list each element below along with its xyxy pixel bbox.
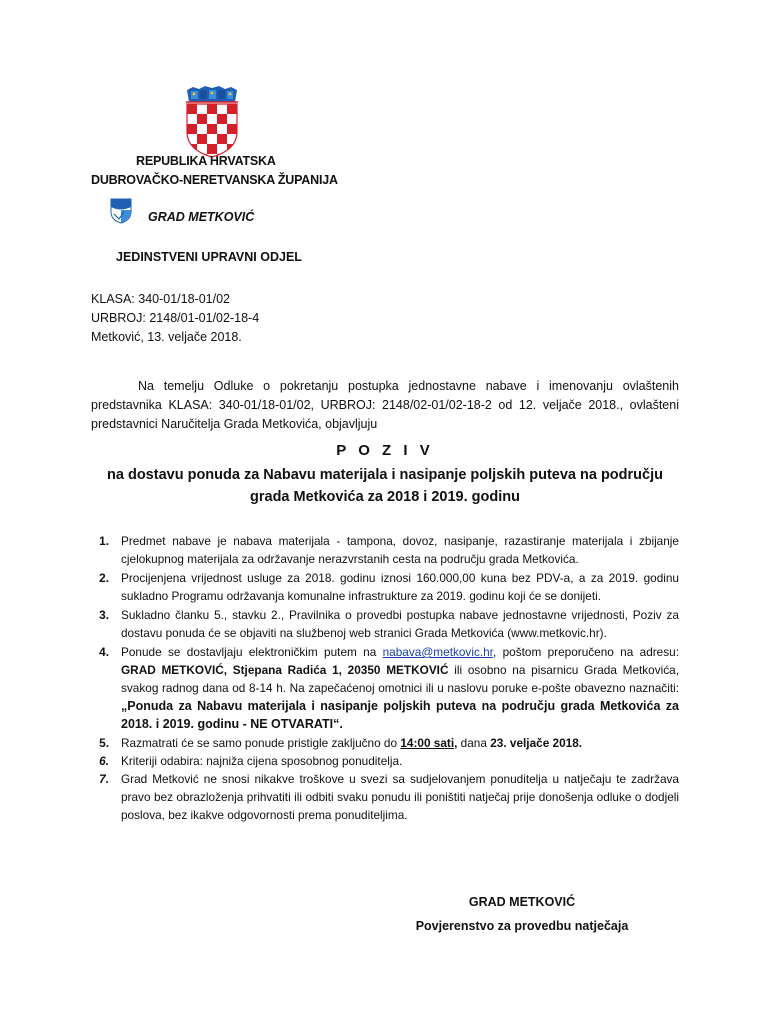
metkovic-coat-of-arms-icon	[110, 198, 132, 224]
header-country: REPUBLIKA HRVATSKA	[136, 154, 276, 168]
urbroj: URBROJ: 2148/01-01/02-18-4	[91, 311, 260, 325]
envelope-marking: „Ponuda za Nabavu materijala i nasipanje poljskih puteva na području grada Metkovića za 2018. i 2019. godinu - NE OTVARATI“.	[121, 699, 679, 731]
conditions-list	[91, 532, 679, 824]
item-text: Razmatrati će se samo ponude pristigle zaključno do	[121, 736, 401, 750]
document-title: P O Z I V	[336, 442, 434, 459]
item-number: 7.	[99, 772, 109, 786]
item-number: 5.	[99, 736, 109, 750]
deadline-date: 23. veljače 2018.	[490, 736, 583, 750]
subtitle-line-1: na dostavu ponuda za Nabavu materijala i nasipanje poljskih puteva na području	[107, 467, 663, 483]
item-text: Kriteriji odabira: najniža cijena sposobnog ponuditelja.	[121, 754, 403, 768]
list-item	[91, 606, 679, 642]
list-item	[91, 770, 679, 824]
email-link[interactable]: nabava@metkovic.hr	[382, 645, 493, 659]
document-meta	[91, 290, 259, 347]
header-department: JEDINSTVENI UPRAVNI ODJEL	[116, 250, 302, 264]
item-text: Grad Metković ne snosi nikakve troškove u svezi sa sudjelovanjem ponuditelja u natječaju te zadržava pravo bez obrazloženja prihvatiti ili odbiti svaku ponudu ili poništiti natječaj prije donošenja odluke o dodjeli poslova, bez ikakve odgovornosti prema ponuditeljima.	[121, 772, 679, 822]
item-number: 1.	[99, 534, 109, 548]
list-item	[91, 569, 679, 605]
item-text: ili osobno na pisarnicu Grada Metkovića, svakog radnog dana od 8-14 h. Na zapečaćenoj omotnici ili u naslovu poruke e-pošte obavezno naznačiti:	[121, 663, 679, 695]
document-subtitle	[91, 464, 679, 508]
signature-committee: Povjerenstvo za provedbu natječaja	[415, 919, 629, 933]
item-text: dana	[457, 736, 491, 750]
header-city: GRAD METKOVIĆ	[148, 210, 255, 224]
item-text: Sukladno članku 5., stavku 2., Pravilnika o provedbi postupka nabave jednostavne vrijednosti, Poziv za dostavu ponuda će se objaviti na službenoj web stranici Grada Metkovića (www.metkovic.hr).	[121, 608, 679, 640]
list-item	[91, 532, 679, 568]
item-text: Predmet nabave je nabava materijala - tampona, dovoz, nasipanje, razastiranje materijala i zbijanje cjelokupnog materijala za održavanje nerazvrstanih cesta na području grada Metkovića.	[121, 534, 679, 566]
croatian-coat-of-arms-icon	[183, 86, 241, 158]
coat-shield	[187, 104, 237, 158]
subtitle-line-2: grada Metkovića za 2018 i 2019. godinu	[250, 489, 520, 505]
list-item	[91, 752, 679, 770]
item-number: 4.	[99, 645, 109, 659]
header-county: DUBROVAČKO-NERETVANSKA ŽUPANIJA	[91, 173, 338, 187]
item-number: 2.	[99, 571, 109, 585]
list-item	[91, 734, 679, 752]
place-date: Metković, 13. veljače 2018.	[91, 330, 242, 344]
intro-paragraph: Na temelju Odluke o pokretanju postupka jednostavne nabave i imenovanju ovlaštenih predstavnika KLASA: 340-01/18-01/02, URBROJ: 2148/02-01/02-18-2 od 12. veljače 2018., ovlašteni predstavnici Naručitelja Grada Metkovića, objavljuju	[91, 379, 679, 431]
list-item	[91, 643, 679, 733]
item-text: Procijenjena vrijednost usluge za 2018. godinu iznosi 160.000,00 kuna bez PDV-a, a za 2019. godinu sukladno Programu održavanja komunalne infrastrukture za 2019. godinu koji će se donijeti.	[121, 571, 679, 603]
signature-block	[412, 890, 632, 938]
signature-city: GRAD METKOVIĆ	[468, 895, 576, 909]
item-number: 6.	[99, 754, 109, 768]
item-text: , poštom preporučeno na adresu:	[492, 645, 679, 659]
deadline-time: 14:00 sati,	[400, 736, 458, 750]
item-number: 3.	[99, 608, 109, 622]
klasa: KLASA: 340-01/18-01/02	[91, 292, 230, 306]
address: GRAD METKOVIĆ, Stjepana Radića 1, 20350 METKOVIĆ	[121, 663, 449, 677]
item-text: Ponude se dostavljaju elektroničkim putem na	[121, 645, 383, 659]
coat-crown	[186, 86, 238, 102]
